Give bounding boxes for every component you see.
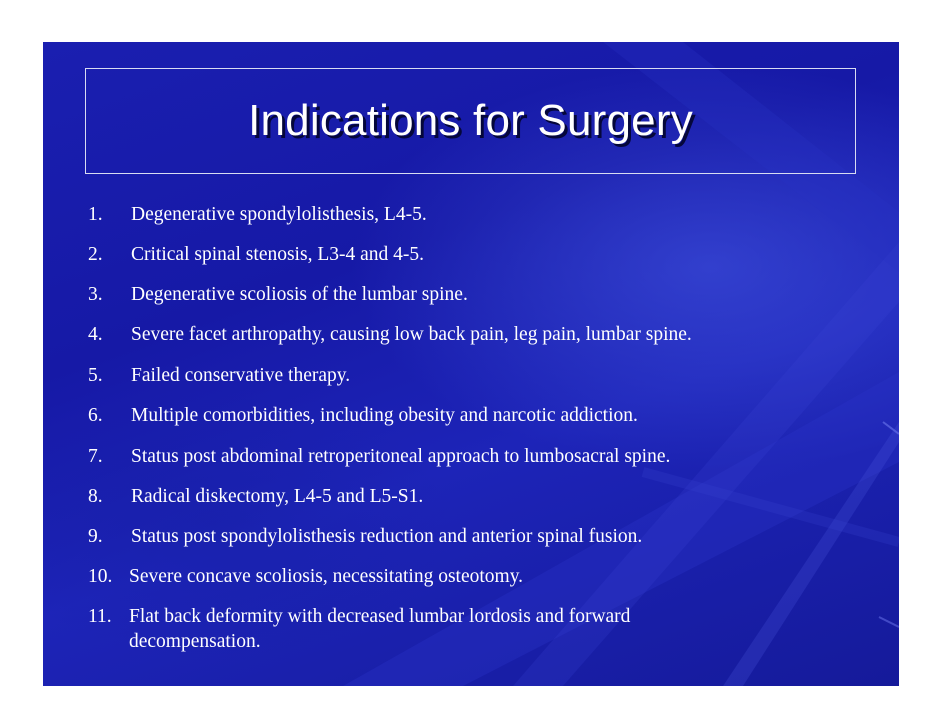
list-item-number: 6. bbox=[88, 405, 103, 426]
list-item-number: 3. bbox=[88, 284, 103, 305]
list-item-text: Flat back deformity with decreased lumbar lordosis and forward decompensation. bbox=[129, 606, 631, 652]
slide-title: Indications for Surgery bbox=[248, 96, 693, 145]
list-item-number: 7. bbox=[88, 446, 103, 467]
list-item-number: 5. bbox=[88, 365, 103, 386]
list-item-number: 9. bbox=[88, 526, 103, 547]
list-item-number: 10. bbox=[88, 566, 113, 587]
list-item-text: Severe facet arthropathy, causing low back pain, leg pain, lumbar spine. bbox=[131, 324, 692, 345]
list-item-text: Degenerative spondylolisthesis, L4-5. bbox=[131, 204, 427, 225]
list-item-text: Severe concave scoliosis, necessitating osteotomy. bbox=[129, 566, 524, 587]
list-item-number: 2. bbox=[88, 244, 103, 265]
slide bbox=[43, 42, 899, 686]
list-item-text: Failed conservative therapy. bbox=[131, 365, 351, 386]
title-box bbox=[85, 68, 856, 174]
list-item-text: Critical spinal stenosis, L3-4 and 4-5. bbox=[131, 244, 424, 265]
list-item-text: Radical diskectomy, L4-5 and L5-S1. bbox=[131, 486, 424, 507]
list-item-number: 4. bbox=[88, 324, 103, 345]
list-item-number: 1. bbox=[88, 204, 103, 225]
list-item-number: 11. bbox=[88, 606, 112, 627]
list-item-text: Status post abdominal retroperitoneal approach to lumbosacral spine. bbox=[131, 446, 671, 467]
list-item-number: 8. bbox=[88, 486, 103, 507]
list-item-text: Multiple comorbidities, including obesity and narcotic addiction. bbox=[131, 405, 638, 426]
list-item-text: Status post spondylolisthesis reduction and anterior spinal fusion. bbox=[131, 526, 643, 547]
list-item-text: Degenerative scoliosis of the lumbar spine. bbox=[131, 284, 468, 305]
